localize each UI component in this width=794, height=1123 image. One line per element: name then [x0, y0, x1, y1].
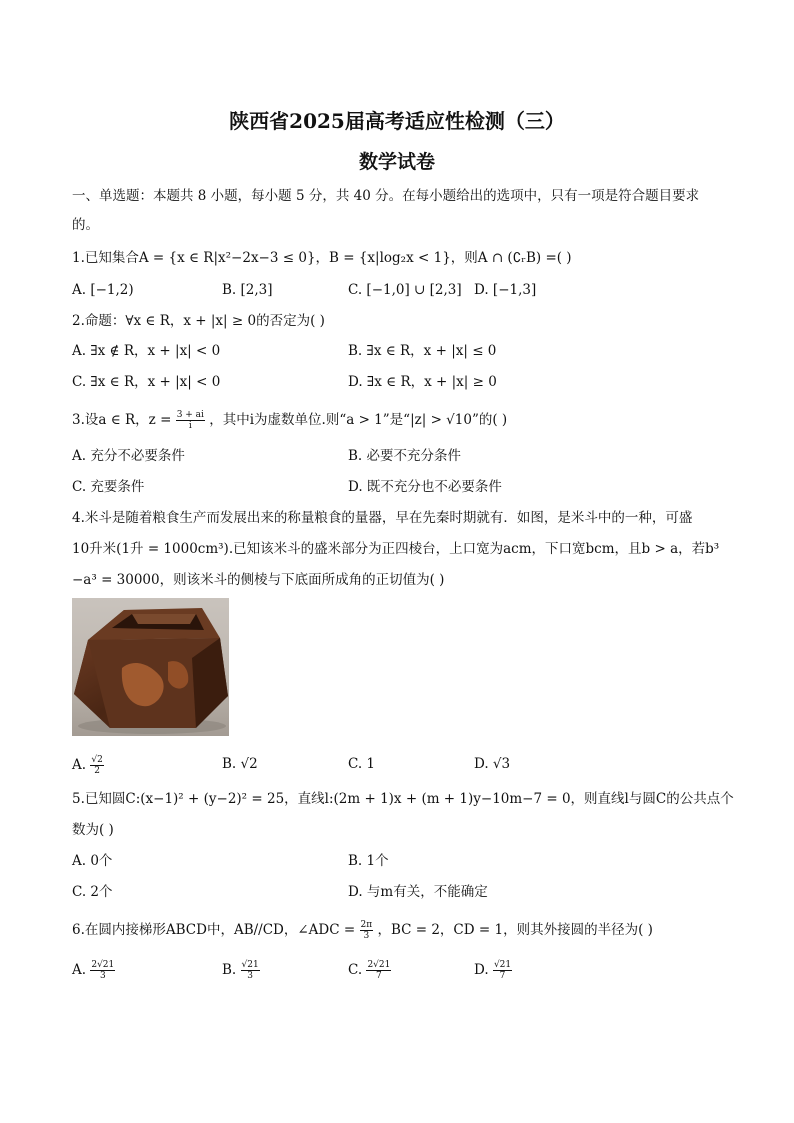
option-a-label: A.	[72, 962, 87, 978]
question-5-option-a: A. 0个	[72, 853, 113, 869]
question-4-line1: 4.米斗是随着粮食生产而发展出来的称量粮食的量器，早在先秦时期就有．如图，是米斗中的一种，可盛	[72, 510, 693, 526]
question-2-option-b: B. ∃x ∈ R，x + |x| ≤ 0	[348, 343, 497, 359]
question-4-option-b: B. √2	[222, 756, 258, 772]
question-6-option-d	[474, 960, 512, 981]
fraction-denominator: 3	[99, 971, 106, 981]
question-4-option-a-fraction	[90, 755, 103, 776]
fraction-numerator: 2√21	[367, 960, 391, 970]
fraction-denominator: 3	[247, 971, 253, 981]
fraction-numerator: √21	[241, 960, 259, 970]
question-5-option-d: D. 与m有关，不能确定	[348, 884, 488, 900]
option-a-label: A.	[72, 757, 87, 773]
question-2-option-d: D. ∃x ∈ R，x + |x| ≥ 0	[348, 374, 497, 390]
question-3-stem-post: ，其中i为虚数单位.则“a > 1”是“|z| > √10”的( )	[209, 412, 508, 428]
question-6-fraction	[360, 920, 374, 941]
section-heading-line1: 一、单选题：本题共 8 小题，每小题 5 分，共 40 分。在每小题给出的选项中，只有一项是符合题目要求	[72, 188, 700, 204]
question-3-option-a: A. 充分不必要条件	[72, 448, 185, 464]
question-4-option-c: C. 1	[348, 756, 376, 772]
question-6-option-c	[348, 960, 391, 981]
fraction-numerator: 3 + ai	[176, 410, 204, 420]
option-c-label: C.	[348, 962, 363, 978]
question-6-option-b	[222, 960, 260, 981]
question-6-option-d-fraction	[493, 960, 512, 981]
fraction-denominator: 3	[363, 931, 370, 941]
question-3-option-c: C. 充要条件	[72, 479, 145, 495]
question-6-option-c-fraction	[366, 960, 391, 981]
question-1-option-c: C. [−1,0] ∪ [2,3]	[348, 282, 462, 298]
question-3-stem	[72, 410, 507, 431]
question-6-option-a	[72, 960, 115, 981]
fraction-numerator: √21	[493, 960, 512, 970]
question-1-stem: 1.已知集合A = {x ∈ R|x²−2x−3 ≤ 0}，B = {x|log₂x < 1}，则A ∩ (∁ᵣB) =( )	[72, 250, 572, 266]
fraction-denominator: i	[188, 421, 192, 431]
question-2-option-a: A. ∃x ∉ R，x + |x| < 0	[72, 343, 221, 359]
fraction-denominator: 7	[376, 971, 382, 981]
question-4-option-d: D. √3	[474, 756, 511, 772]
question-4-line2: 10升米(1升 = 1000cm³).已知该米斗的盛米部分为正四棱台，上口宽为acm，下口宽bcm，且b > a，若b³	[72, 541, 720, 557]
rice-measure-photo	[72, 598, 229, 736]
fraction-denominator: 2	[94, 766, 100, 776]
question-5-option-b: B. 1个	[348, 853, 389, 869]
question-2-option-c: C. ∃x ∈ R，x + |x| < 0	[72, 374, 221, 390]
question-2-stem: 2.命题：∀x ∈ R，x + |x| ≥ 0的否定为( )	[72, 313, 325, 329]
page-title: 陕西省2025届高考适应性检测（三）	[229, 109, 565, 133]
question-5-line1: 5.已知圆C:(x−1)² + (y−2)² = 25，直线l:(2m + 1)x + (m + 1)y−10m−7 = 0，则直线l与圆C的公共点个	[72, 791, 734, 807]
question-6-stem-pre: 6.在圆内接梯形ABCD中，AB//CD，∠ADC =	[72, 922, 356, 938]
fraction-numerator: 2π	[360, 920, 373, 930]
question-4-option-a	[72, 755, 104, 776]
question-3-fraction	[176, 410, 205, 431]
fraction-denominator: 7	[499, 971, 506, 981]
question-5-option-c: C. 2个	[72, 884, 113, 900]
option-b-label: B.	[222, 962, 237, 978]
question-1-option-d: D. [−1,3]	[474, 282, 537, 298]
rice-measure-illustration	[72, 598, 229, 736]
question-6-stem-post: ，BC = 2，CD = 1，则其外接圆的半径为( )	[377, 922, 653, 938]
fraction-numerator: 2√21	[91, 960, 115, 970]
section-heading-line2: 的。	[72, 217, 99, 233]
question-5-line2: 数为( )	[72, 822, 114, 838]
fraction-numerator: √2	[91, 755, 103, 765]
option-d-label: D.	[474, 962, 489, 978]
question-6-stem	[72, 920, 653, 941]
question-3-option-b: B. 必要不充分条件	[348, 448, 462, 464]
question-6-option-b-fraction	[241, 960, 260, 981]
question-3-stem-pre: 3.设a ∈ R，z =	[72, 412, 172, 428]
question-1-option-b: B. [2,3]	[222, 282, 273, 298]
page-subtitle: 数学试卷	[358, 151, 435, 173]
question-3-option-d: D. 既不充分也不必要条件	[348, 479, 502, 495]
question-4-line3: −a³ = 30000，则该米斗的侧棱与下底面所成角的正切值为( )	[72, 572, 445, 588]
question-6-option-a-fraction	[90, 960, 115, 981]
question-1-option-a: A. [−1,2)	[72, 282, 134, 298]
